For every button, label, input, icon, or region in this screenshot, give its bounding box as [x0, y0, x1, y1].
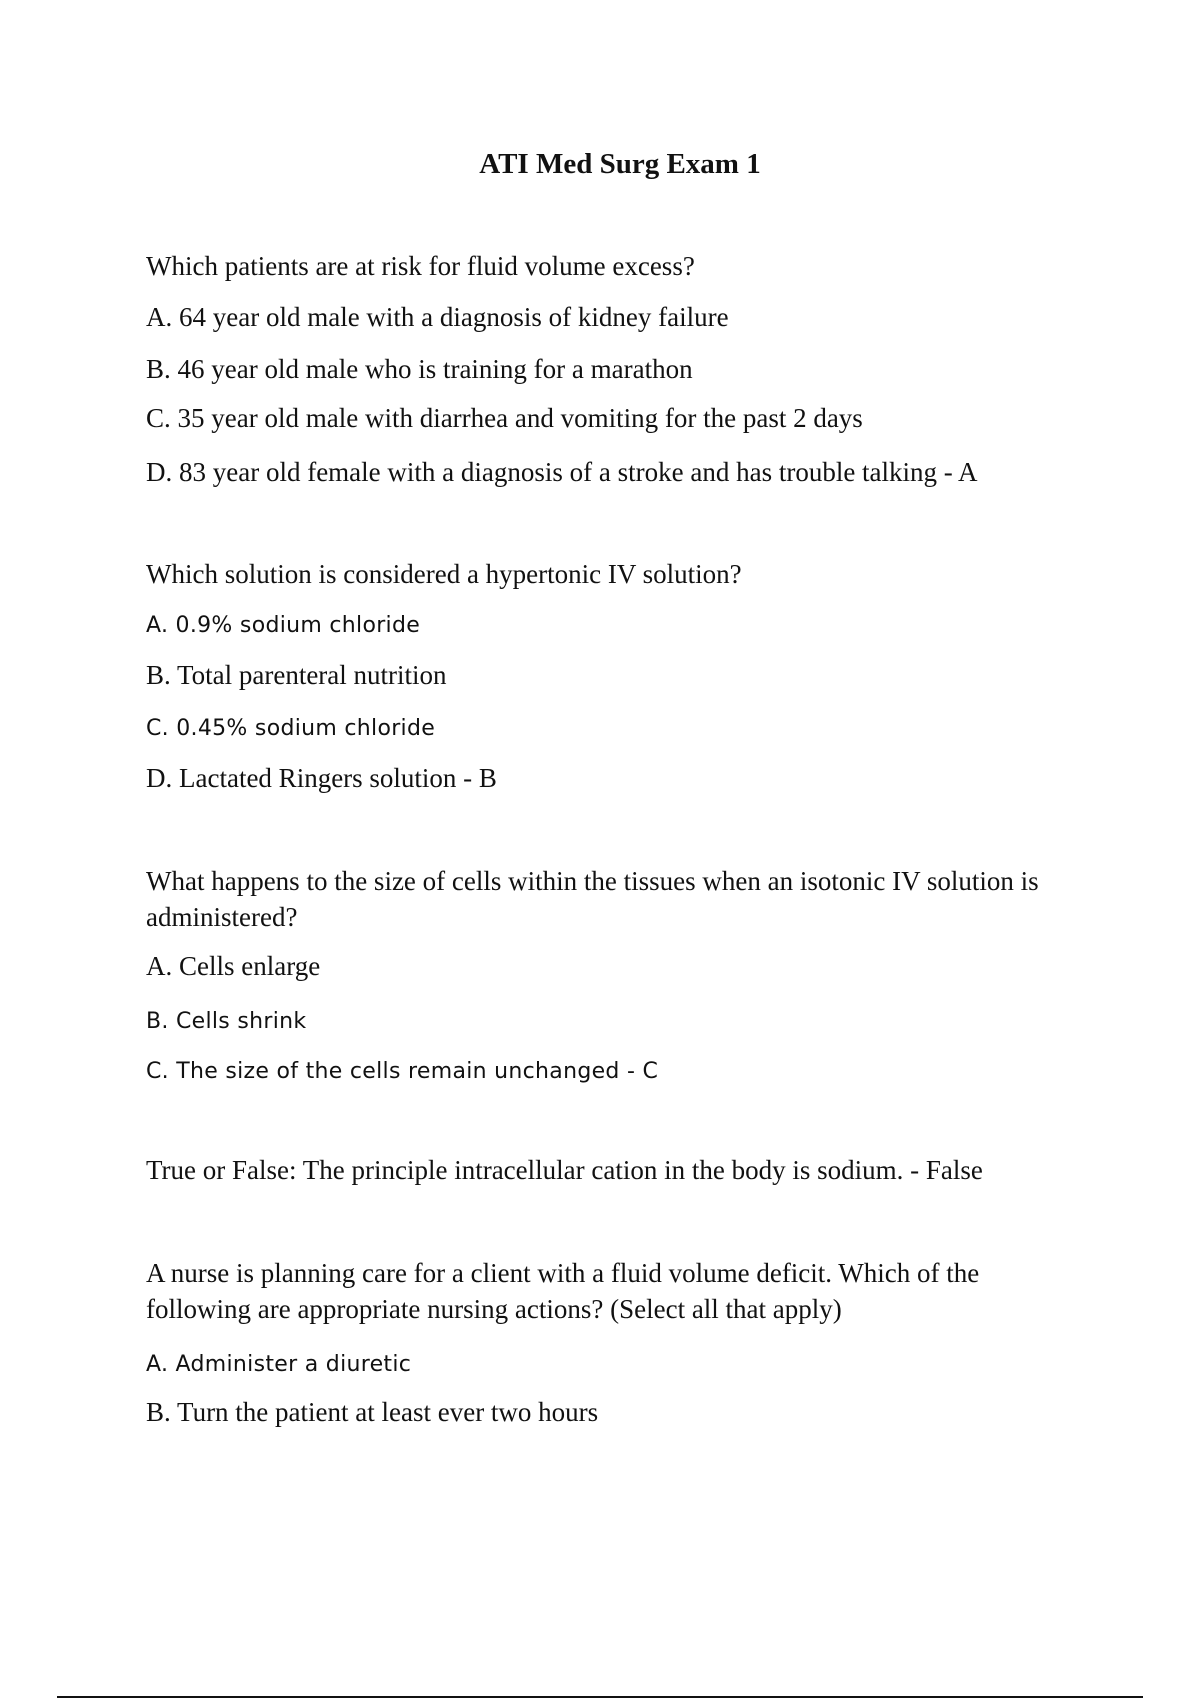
question-1-prompt: Which patients are at risk for fluid volume excess? — [146, 251, 695, 281]
document-title: ATI Med Surg Exam 1 — [479, 148, 761, 180]
page-bottom-divider — [57, 1696, 1143, 1698]
question-3-prompt-line-2: administered? — [146, 902, 298, 932]
question-2-option-a: A. 0.9% sodium chloride — [146, 613, 421, 638]
question-3-option-a: A. Cells enlarge — [146, 951, 321, 981]
question-2-option-c: C. 0.45% sodium chloride — [146, 716, 436, 741]
question-3-prompt-line-1: What happens to the size of cells within the tissues when an isotonic IV solution is — [146, 866, 1039, 896]
question-5-prompt-line-2: following are appropriate nursing actions? (Select all that apply) — [146, 1294, 842, 1324]
question-2-option-b: B. Total parenteral nutrition — [146, 660, 447, 690]
question-1-option-d: D. 83 year old female with a diagnosis of a stroke and has trouble talking - A — [146, 457, 978, 487]
question-3-option-b: B. Cells shrink — [146, 1009, 307, 1034]
question-5-prompt-line-1: A nurse is planning care for a client with a fluid volume deficit. Which of the — [146, 1258, 980, 1288]
question-5-option-a: A. Administer a diuretic — [146, 1352, 412, 1377]
question-1-option-c: C. 35 year old male with diarrhea and vomiting for the past 2 days — [146, 403, 863, 433]
question-4-prompt: True or False: The principle intracellular cation in the body is sodium. - False — [146, 1155, 983, 1185]
question-1-option-a: A. 64 year old male with a diagnosis of kidney failure — [146, 302, 729, 332]
question-1-option-b: B. 46 year old male who is training for a marathon — [146, 354, 693, 384]
question-2-prompt: Which solution is considered a hypertonic IV solution? — [146, 559, 742, 589]
question-2-option-d: D. Lactated Ringers solution - B — [146, 763, 497, 793]
question-5-option-b: B. Turn the patient at least ever two hours — [146, 1397, 599, 1427]
question-3-option-c: C. The size of the cells remain unchanged - C — [146, 1059, 659, 1084]
